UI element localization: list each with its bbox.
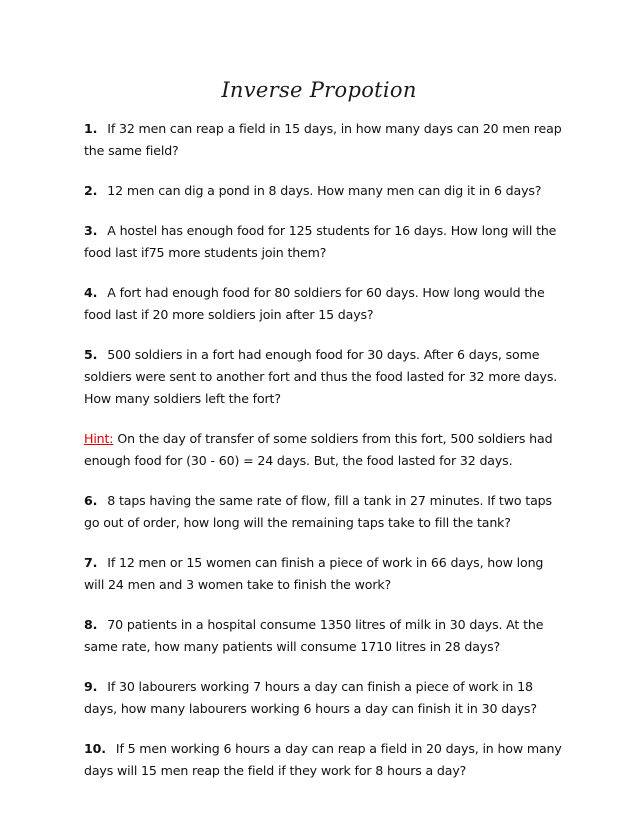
question-8 [84, 614, 566, 658]
question-text: A fort had enough food for 80 soldiers for 60 days. How long would the food last if 20 more soldiers join after 15 days? [84, 285, 545, 322]
question-text: 70 patients in a hospital consume 1350 litres of milk in 30 days. At the same rate, how many patients will consume 1710 litres in 28 days? [84, 617, 544, 654]
question-number: 9. [84, 679, 98, 694]
question-7 [84, 552, 566, 596]
question-6 [84, 490, 566, 534]
questions-list [84, 118, 566, 800]
question-text: 500 soldiers in a fort had enough food for 30 days. After 6 days, some soldiers were sent to another fort and thus the food lasted for 32 more days. How many soldiers left the fort? [84, 347, 558, 406]
hint-text: On the day of transfer of some soldiers from this fort, 500 soldiers had enough food for (30 - 60) = 24 days. But, the food lasted for 32 days. [84, 431, 553, 468]
question-number: 1. [84, 121, 98, 136]
hint-label: Hint: [84, 431, 114, 446]
question-number: 8. [84, 617, 98, 632]
hint-paragraph [84, 428, 566, 472]
question-2 [84, 180, 566, 202]
question-3 [84, 220, 566, 264]
question-text: If 5 men working 6 hours a day can reap a field in 20 days, in how many days will 15 men reap the field if they work for 8 hours a day? [84, 741, 562, 778]
question-text: 12 men can dig a pond in 8 days. How many men can dig it in 6 days? [107, 183, 542, 198]
question-5 [84, 344, 566, 410]
question-number: 7. [84, 555, 98, 570]
question-number: 6. [84, 493, 98, 508]
question-4 [84, 282, 566, 326]
question-10 [84, 738, 566, 782]
question-1 [84, 118, 566, 162]
page-title: Inverse Propotion [221, 78, 417, 102]
question-text: If 12 men or 15 women can finish a piece of work in 66 days, how long will 24 men and 3 women take to finish the work? [84, 555, 544, 592]
question-number: 3. [84, 223, 98, 238]
question-text: If 32 men can reap a field in 15 days, in how many days can 20 men reap the same field? [84, 121, 562, 158]
question-text: 8 taps having the same rate of flow, fill a tank in 27 minutes. If two taps go out of order, how long will the remaining taps take to fill the tank? [84, 493, 552, 530]
question-text: If 30 labourers working 7 hours a day can finish a piece of work in 18 days, how many labourers working 6 hours a day can finish it in 30 days? [84, 679, 537, 716]
question-9 [84, 676, 566, 720]
question-text: A hostel has enough food for 125 students for 16 days. How long will the food last if75 more students join them? [84, 223, 557, 260]
question-number: 2. [84, 183, 98, 198]
question-number: 5. [84, 347, 98, 362]
question-number: 4. [84, 285, 98, 300]
question-number: 10. [84, 741, 106, 756]
